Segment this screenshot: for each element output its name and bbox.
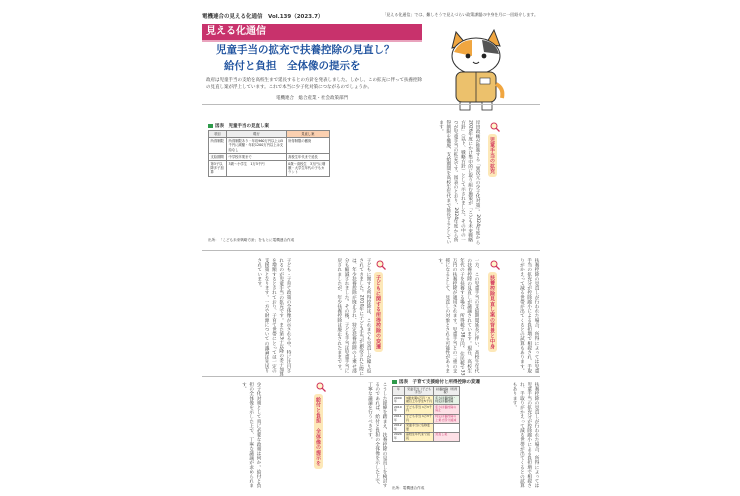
table-cell: 2011年 [393, 414, 405, 423]
table-cell: 所得制限 [209, 138, 227, 154]
figure-marker-icon [392, 380, 397, 384]
figure1-table [208, 130, 330, 177]
table-cell: 高校生年代まで延長 [405, 432, 434, 441]
table-row [209, 138, 330, 154]
table-row [209, 153, 330, 160]
table-header-cell: 現行 [227, 131, 287, 138]
table-cell: 見直し案 [434, 432, 460, 441]
table-cell: 年少扶養控除の廃止 [434, 405, 460, 414]
magnifier-icon [490, 260, 500, 270]
table-header-cell: 見直し案 [286, 131, 329, 138]
section-tag-4: 給付と負担 全体像の提示を [314, 394, 323, 469]
table-cell: 2009年 [393, 396, 405, 405]
body-column-a: 岸田政権が推進する「異次元の少子化対策」。2024年度から2026年度にかけ集中的に取り組む施策が「こども未来戦略方針」（以下、戦略方針）として示されました。その中の一つが児童手当の拡充です。図表のとおり、2024年度から所得制限を撤廃、支給期間を高校生年代まで延長するとしています。 [438, 120, 480, 245]
figure-marker-icon [208, 124, 213, 128]
byline: 電機連合 総合産業・社会政策部門 [276, 96, 348, 101]
figure2-title: 図表 子育て支援給付と所得控除の変遷 [392, 379, 480, 385]
table-header-cell: 扶養控除（所得税） [434, 387, 460, 396]
table-cell: 3歳～小学生 1万5千円 [227, 161, 287, 177]
body-column-e: 子どもに関する所得控除は、これまでも見直しが繰り返されてきました。2010年に子ども手当が創設された際には、年少扶養控除が廃止され、特定扶養控除の上乗せ部分も縮減されました。その後、子ども手当は児童手当に戻されましたが、年少扶養控除は廃止されたままです。 [336, 258, 371, 376]
table-row [393, 396, 460, 405]
table-header-cell: 項目 [209, 131, 227, 138]
banner: 見える化通信 [202, 24, 422, 40]
magnifier-icon [376, 260, 386, 270]
section-tag-3: 子どもに関する所得控除の変遷 [374, 272, 383, 352]
table-cell: 3歳未満1万円・3歳以上小学生5千円 [406, 395, 432, 404]
body-column-f: こうした経緯を踏まえ、扶養控除の見直しを検討するのであれば、給付と負担の全体像を示した上で、丁寧な議論を行うべきです。 [367, 382, 387, 488]
table-cell: 子ども手当 1万3千円 [406, 414, 432, 422]
table-row [393, 405, 460, 414]
magnifier-icon [490, 122, 500, 132]
section-divider [202, 250, 540, 251]
table-row [393, 414, 460, 423]
magnifier-icon [316, 382, 326, 392]
newsletter-header: 電機連合の見える化通信 Vol.139（2023.7） [202, 14, 324, 20]
table-cell: 2024年 [393, 432, 405, 441]
table-cell: 子ども手当 1万3千円 [406, 404, 432, 413]
header-note: 「見える化通信」では、難しそうで見えづらい政策課題の中身を月に一回紹介します。 [382, 12, 538, 17]
table-header-row [393, 387, 460, 396]
table-row [209, 161, 330, 177]
section-tag-1: 児童手当の拡充 [488, 134, 497, 177]
body-column-c: 一方、この児童手当の支給期間延長に伴い、高校生年代の扶養控除の見直しが議論されています。現在、高校生年代の子を扶養する場合、所得税で38万円、住民税で33万円の扶養控除が適用されます。児童手当との二重の支援になるとして、見直しの対象とされる可能性があります。 [437, 258, 479, 376]
body-column-b: 子ども・子育て政策の全体像が示される中、特に注目されるのが児童手当の拡充です。また第3子以降の多子加算を増額するとされており、子育て世帯にとっては一定の支援策となります。一方で財源についての議論は先送りされています。 [256, 258, 291, 376]
table-header-row [209, 131, 330, 138]
table-cell: 0歳～高校生 3万円に増額・大学生年代の子もカウント [286, 161, 329, 177]
figure1-title: 図表 児童手当の見直し案 [208, 123, 269, 129]
table-cell: 特定扶養控除の上乗せ部分縮減 [434, 414, 460, 423]
table-cell: 2010年 [393, 405, 405, 414]
lead-paragraph: 政府は児童手当の支給を高校生まで延長するとの方針を発表しました。しかし、この拡充に伴って扶養控除の見直し案が浮上しています。これで本当に少子化対策につながるのでしょうか。 [206, 78, 422, 90]
figure1-source: 出所：「こども未来戦略方針」をもとに電機連合作成 [208, 238, 295, 242]
table-header-cell: 児童手当（子ども手当） [405, 387, 434, 396]
body-column-h: 扶養控除の見直しが行われた場合、所得によっては児童手当の拡充分が控除縮小による負担増で相殺され、手取りがかえって減る世帯が出てくるとの試算もあります。 [512, 382, 539, 488]
table-cell: 支給期間 [209, 153, 227, 160]
table-header-cell: 年 [393, 387, 405, 396]
figure2-table [392, 386, 460, 442]
cat-mascot-icon [442, 22, 512, 114]
table-cell: 中学校卒業まで [227, 153, 287, 160]
table-row [393, 432, 460, 441]
newsletter-page [196, 10, 546, 496]
headline-line2: 給付と負担 全体像の提示を [224, 60, 361, 72]
table-cell: 所得制限あり・年収960万円以上は5千円に減額・年収1200万円以上は支給なし [227, 138, 287, 154]
table-cell: 所得制限の撤廃 [286, 138, 329, 154]
table-cell: 高校生年代まで延長 [286, 153, 329, 160]
section-divider [202, 376, 540, 377]
section-divider [202, 104, 540, 105]
section-tag-2: 扶養控除見直し案の背景と中身 [488, 272, 497, 352]
body-column-g: 少子化対策として真に必要な政策は何か。給付と負担の全体像を示した上で、丁寧な議論が求められます。 [241, 382, 261, 488]
table-cell: 児童手当に名称変更 [405, 423, 434, 432]
headline-line1: 児童手当の拡充で扶養控除の見直し？ [216, 44, 395, 56]
table-cell: 第3子以降多子加算 [209, 161, 227, 177]
table-cell: 2012年 [393, 423, 405, 432]
figure2-source: 出所：電機連合作成 [392, 486, 425, 490]
table-cell: 年少扶養控除・特定扶養控除 [434, 396, 460, 405]
body-column-d: 扶養控除の見直しが行われた場合、所得によっては児童手当の拡充分が控除縮小による負担増で相殺され、手取りがかえって減る世帯が出てくるとの試算もあります。 [519, 258, 539, 373]
